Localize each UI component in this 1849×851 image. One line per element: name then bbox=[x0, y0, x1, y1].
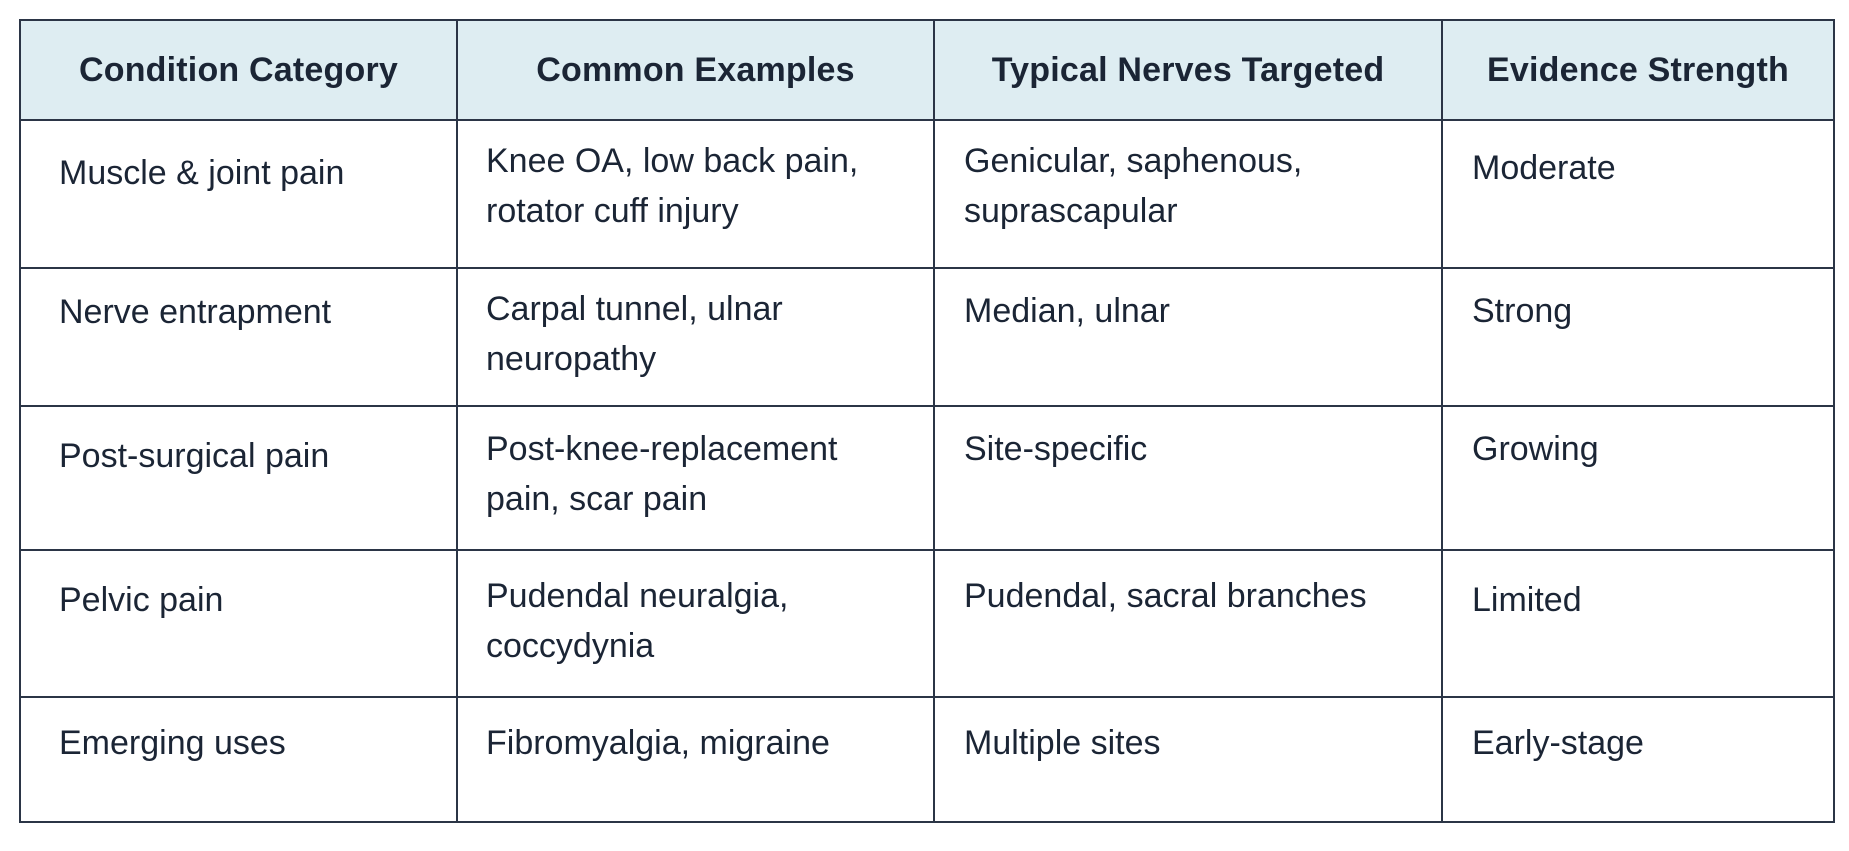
header-condition-category: Condition Category bbox=[20, 20, 457, 120]
cell-evidence-strength bbox=[1442, 406, 1834, 550]
cell-text: Growing bbox=[1472, 430, 1599, 468]
table-body bbox=[20, 120, 1834, 822]
cell-nerves-targeted bbox=[934, 697, 1442, 822]
cell-nerves-targeted bbox=[934, 120, 1442, 268]
header-typical-nerves-targeted: Typical Nerves Targeted bbox=[934, 20, 1442, 120]
cell-evidence-strength bbox=[1442, 268, 1834, 406]
table-row bbox=[20, 120, 1834, 268]
cell-text: Site-specific bbox=[964, 430, 1148, 468]
cell-text: Nerve entrapment bbox=[59, 293, 332, 331]
cell-text: Multiple sites bbox=[964, 724, 1161, 762]
cell-text: Early-stage bbox=[1472, 724, 1644, 762]
table-row bbox=[20, 550, 1834, 697]
cell-text: Pudendal neuralgia, coccydynia bbox=[486, 577, 789, 665]
conditions-table bbox=[19, 19, 1835, 823]
cell-text: Genicular, saphenous, suprascapular bbox=[964, 142, 1303, 230]
table-row bbox=[20, 268, 1834, 406]
header-row bbox=[20, 20, 1834, 120]
cell-text: Post-surgical pain bbox=[59, 437, 330, 475]
cell-common-examples bbox=[457, 268, 934, 406]
cell-nerves-targeted bbox=[934, 406, 1442, 550]
cell-evidence-strength bbox=[1442, 697, 1834, 822]
cell-common-examples bbox=[457, 550, 934, 697]
cell-evidence-strength bbox=[1442, 550, 1834, 697]
header-common-examples: Common Examples bbox=[457, 20, 934, 120]
cell-condition-category bbox=[20, 120, 457, 268]
cell-common-examples bbox=[457, 697, 934, 822]
cell-nerves-targeted bbox=[934, 268, 1442, 406]
cell-text: Emerging uses bbox=[59, 724, 286, 762]
cell-condition-category bbox=[20, 406, 457, 550]
cell-text: Muscle & joint pain bbox=[59, 154, 345, 192]
cell-common-examples bbox=[457, 406, 934, 550]
cell-text: Median, ulnar bbox=[964, 292, 1171, 330]
cell-text: Fibromyalgia, migraine bbox=[486, 724, 830, 762]
cell-text: Moderate bbox=[1472, 149, 1616, 187]
cell-text: Pudendal, sacral branches bbox=[964, 577, 1367, 615]
header-evidence-strength: Evidence Strength bbox=[1442, 20, 1834, 120]
cell-common-examples bbox=[457, 120, 934, 268]
table-row bbox=[20, 697, 1834, 822]
cell-text: Strong bbox=[1472, 292, 1573, 330]
cell-text: Limited bbox=[1472, 581, 1582, 619]
cell-text: Carpal tunnel, ulnar neuropathy bbox=[486, 290, 783, 378]
cell-text: Post-knee-replacement pain, scar pain bbox=[486, 430, 838, 518]
cell-condition-category bbox=[20, 268, 457, 406]
table-header bbox=[20, 20, 1834, 120]
cell-text: Knee OA, low back pain, rotator cuff injury bbox=[486, 142, 859, 230]
cell-evidence-strength bbox=[1442, 120, 1834, 268]
table-row bbox=[20, 406, 1834, 550]
cell-condition-category bbox=[20, 697, 457, 822]
cell-condition-category bbox=[20, 550, 457, 697]
cell-text: Pelvic pain bbox=[59, 581, 224, 619]
cell-nerves-targeted bbox=[934, 550, 1442, 697]
